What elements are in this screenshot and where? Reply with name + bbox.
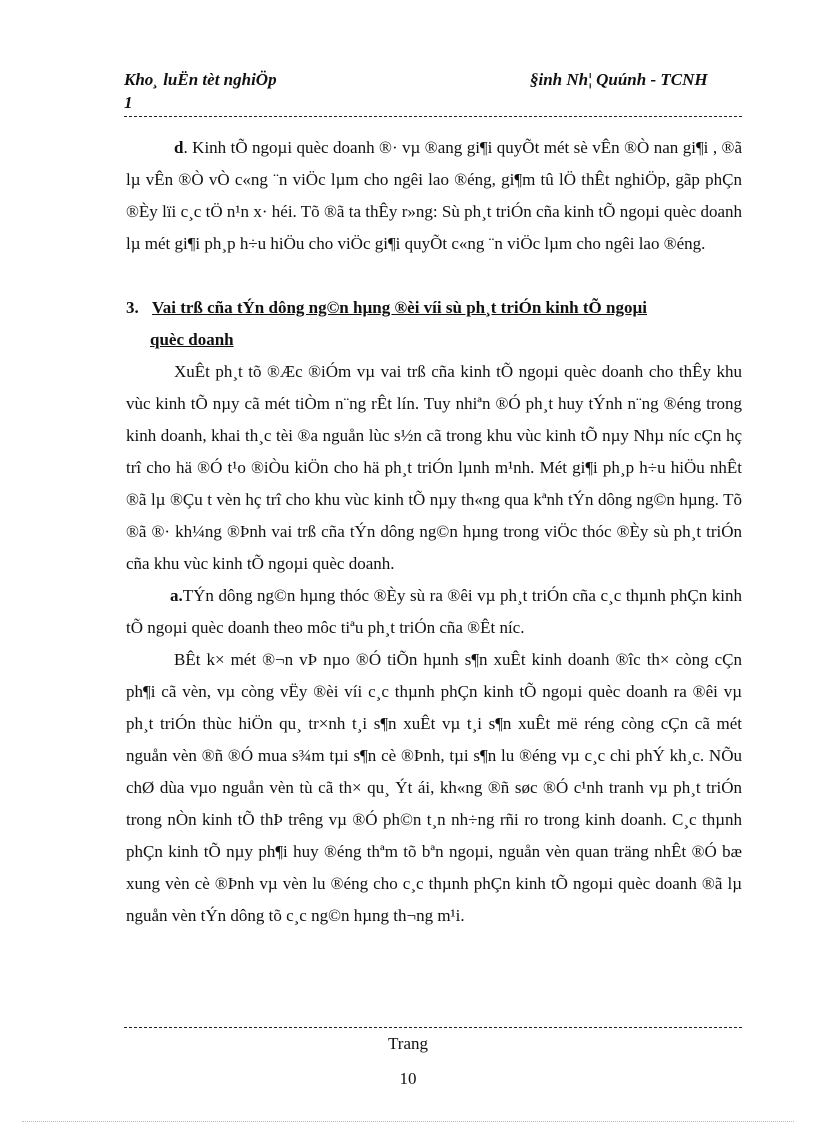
section-number: 3. bbox=[126, 298, 139, 317]
page-number: 10 bbox=[399, 1069, 417, 1088]
document-body bbox=[126, 132, 742, 932]
paragraph-d-text: . Kinh tÕ ngoµi quèc doanh ®· vµ ®ang gi¶i quyÕt mét sè vÊn ®Ò nan gi¶i , ®ã lµ vÊn ®Ò vÒ c«ng ¨n viÖc lµm cho ngêi lao ®éng, gi¶m tû lÖ thÊt nghiÖp, gãp phÇn ®Èy lïi c¸c tÖ n¹n x· héi. Tõ ®ã ta thÊy r»ng: Sù ph¸t triÓn cña kinh tÕ ngoµi quèc doanh lµ mét gi¶i ph¸p h÷u hiÖu cho viÖc gi¶i quyÕt c«ng ¨n viÖc lµm cho ngêi lao ®éng. bbox=[126, 138, 742, 253]
header-document-title: Kho¸ luËn tèt nghiÖp bbox=[124, 70, 277, 89]
paragraph-d-lead: d bbox=[174, 138, 184, 157]
paragraph-d bbox=[126, 132, 742, 260]
spacer bbox=[126, 260, 742, 292]
section-title-line-1: Vai trß cña tÝn dông ng©n hµng ®èi víi sù ph¸t triÓn kinh tÕ ngoµi bbox=[152, 298, 647, 317]
page-edge-dotted-line bbox=[22, 1121, 794, 1122]
footer-label: Trang bbox=[388, 1034, 428, 1053]
section-heading bbox=[126, 292, 742, 324]
paragraph-intro: XuÊt ph¸t tõ ®Æc ®iÓm vµ vai trß cña kinh tÕ ngoµi quèc doanh cho thÊy khu vùc kinh tÕ nµy cã mét tiÒm n¨ng rÊt lín. Tuy nhiªn ®Ó ph¸t huy tÝnh n¨ng ®éng trong kinh doanh, khai th¸c tèi ®a nguån lùc s½n cã trong khu vùc kinh tÕ nµy Nhµ níc cÇn hç trî cho hä ®Ó t¹o ®iÒu kiÖn cho hä ph¸t triÓn lµnh m¹nh. Mét gi¶i ph¸p h÷u hiÖu nhÊt ®ã lµ ®Çu t vèn hç trî cho khu vùc kinh tÕ nµy th«ng qua kªnh tÝn dông ng©n hµng. Tõ ®ã ®· kh¼ng ®Þnh vai trß cña tÝn dông ng©n hµng trong viÖc thóc ®Èy sù ph¸t triÓn cña khu vùc kinh tÕ ngoµi quèc doanh. bbox=[126, 362, 742, 573]
header-divider bbox=[124, 116, 742, 117]
paragraph-capital: BÊt k× mét ®¬n vÞ nµo ®Ó tiÕn hµnh s¶n xuÊt kinh doanh ®îc th× còng cÇn ph¶i cã vèn, vµ còng vËy ®èi víi c¸c thµnh phÇn kinh tÕ ngoµi quèc doanh ra ®êi vµ ph¸t triÓn thùc hiÖn qu¸ tr×nh t¸i s¶n xuÊt vµ t¸i s¶n xuÊt më réng còng cÇn cã mét nguån vèn ®ñ ®Ó mua s¾m tµi s¶n cè ®Þnh, tµi s¶n lu ®éng vµ c¸c chi phÝ kh¸c. NÕu chØ dùa vµo nguån vèn tù cã th× qu¸ Ýt ái, kh«ng ®ñ søc ®Ó c¹nh tranh vµ ph¸t triÓn trong nÒn kinh tÕ thÞ trêng vµ ®Ó ph©n t¸n nh÷ng rñi ro trong kinh doanh. C¸c thµnh phÇn kinh tÕ nµy ph¶i huy ®éng thªm tõ bªn ngoµi, nguån vèn quan träng nhÊt ®Ó bæ xung vèn cè ®Þnh vµ vèn lu ®éng cho c¸c thµnh phÇn kinh tÕ ngoµi quèc doanh ®ã lµ nguån vèn tÝn dông tõ c¸c ng©n hµng th¬ng m¹i. bbox=[126, 650, 742, 925]
paragraph-a-lead: a. bbox=[170, 586, 183, 605]
paragraph-a bbox=[126, 580, 742, 644]
paragraph-a-text: TÝn dông ng©n hµng thóc ®Èy sù ra ®êi vµ ph¸t triÓn cña c¸c thµnh phÇn kinh tÕ ngoµi quèc doanh theo môc tiªu ph¸t triÓn cña ®Êt níc. bbox=[126, 586, 742, 637]
section-title-line-2: quèc doanh bbox=[150, 330, 234, 349]
header-author: §inh Nh¦ Quúnh - TCNH bbox=[530, 70, 708, 89]
footer-divider bbox=[124, 1027, 742, 1028]
header-page-marker: 1 bbox=[124, 93, 133, 112]
